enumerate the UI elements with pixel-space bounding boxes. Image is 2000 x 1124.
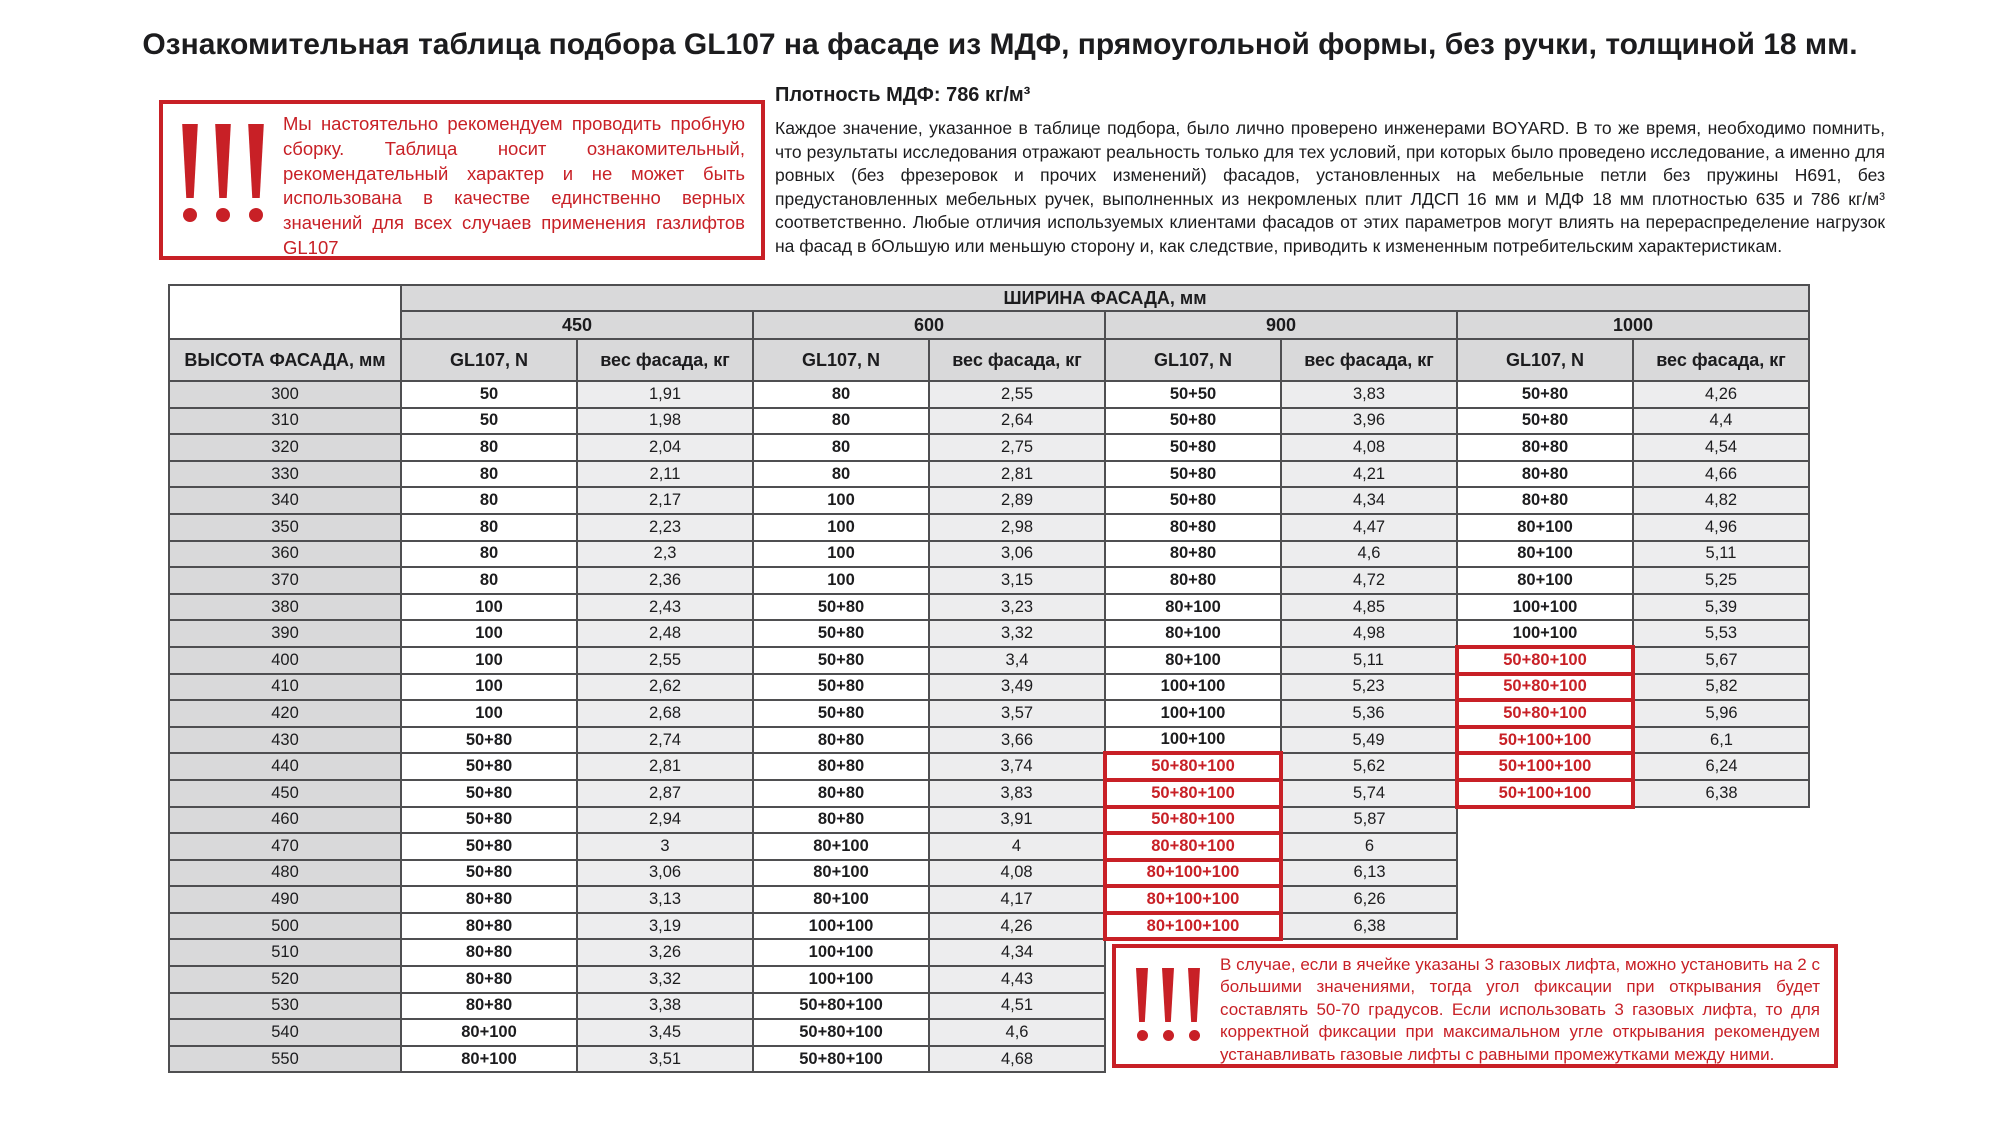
weight-cell: 3,91	[929, 807, 1105, 834]
exclamation-icon	[215, 124, 232, 222]
weight-cell: 3,19	[577, 913, 753, 940]
gl107-cell: 80+100	[1457, 567, 1633, 594]
gl107-cell-highlighted: 50+100+100	[1457, 753, 1633, 780]
gl107-cell: 80+80	[1457, 461, 1633, 488]
height-cell: 460	[169, 807, 401, 834]
weight-col-header: вес фасада, кг	[577, 339, 753, 381]
gl107-cell: 80+80	[1105, 567, 1281, 594]
weight-cell: 3,66	[929, 727, 1105, 754]
gl107-cell: 80+100	[753, 833, 929, 860]
weight-cell: 3,32	[577, 966, 753, 993]
weight-cell: 4,34	[1281, 487, 1457, 514]
height-cell: 300	[169, 381, 401, 408]
weight-cell: 5,49	[1281, 727, 1457, 754]
gl107-cell: 100+100	[1457, 594, 1633, 621]
gl107-cell: 50+80	[753, 647, 929, 674]
weight-cell: 5,36	[1281, 700, 1457, 727]
gl107-cell: 80+80	[401, 993, 577, 1020]
width-group-450: 450	[401, 311, 753, 339]
exclamation-icon	[182, 124, 199, 222]
table-row	[169, 647, 1809, 674]
height-cell: 490	[169, 886, 401, 913]
weight-cell: 6	[1281, 833, 1457, 860]
gl107-cell-highlighted: 80+100+100	[1105, 860, 1281, 887]
weight-cell: 6,38	[1633, 780, 1809, 807]
table-row	[169, 541, 1809, 568]
weight-cell: 2,36	[577, 567, 753, 594]
weight-cell: 4,85	[1281, 594, 1457, 621]
gl107-cell: 80+100	[401, 1019, 577, 1046]
weight-cell: 5,39	[1633, 594, 1809, 621]
description-paragraph: Каждое значение, указанное в таблице подбора, было лично проверено инженерами BOYARD. В то же время, необходимо помнить, что результаты исследования отражают реальность только для тех условий, при которых было проведено исследование, а именно для ровных (без фрезеровок и прочих изменений) фасадов, установленных на мебельные петли без пружины H691, без предустановленных мебельных ручек, выполненных из некромленых плит ЛДСП 16 мм и МДФ 18 мм плотностью 635 и 786 кг/м³ соответственно. Любые отличия используемых клиентами фасадов от этих параметров могут влиять на перераспределение нагрузок на фасад в бОльшую или меньшую сторону и, как следствие, приводить к измененным потребительским характеристикам.	[775, 118, 1885, 256]
width-group-900: 900	[1105, 311, 1457, 339]
weight-cell: 2,87	[577, 780, 753, 807]
gl107-cell: 50+80	[753, 700, 929, 727]
weight-cell: 4,98	[1281, 620, 1457, 647]
gl107-cell: 100+100	[1105, 727, 1281, 754]
gl107-cell: 80+100	[1457, 514, 1633, 541]
weight-cell: 4,82	[1633, 487, 1809, 514]
weight-cell: 5,23	[1281, 674, 1457, 701]
gl107-cell: 80+80	[401, 886, 577, 913]
gl107-cell: 80	[753, 381, 929, 408]
gl107-cell: 50+80	[401, 833, 577, 860]
gl107-cell: 80+80	[401, 939, 577, 966]
table-row	[169, 913, 1809, 940]
triple-exclamation-icon	[163, 112, 283, 222]
weight-cell: 3,15	[929, 567, 1105, 594]
weight-cell: 1,91	[577, 381, 753, 408]
table-row	[169, 594, 1809, 621]
gl107-cell: 80+100	[1105, 594, 1281, 621]
weight-cell: 4,4	[1633, 408, 1809, 435]
height-cell: 430	[169, 727, 401, 754]
height-cell: 500	[169, 913, 401, 940]
warning-text: Мы настоятельно рекомендуем проводить пробную сборку. Таблица носит ознакомительный, рекомендательный характер и не может быть использована в качестве единственно верных значений для всех случаев применения газлифтов GL107	[283, 113, 745, 258]
gl107-cell: 50+80	[401, 780, 577, 807]
weight-cell: 3,06	[577, 860, 753, 887]
gl107-cell: 80+80	[401, 913, 577, 940]
weight-cell: 4,54	[1633, 434, 1809, 461]
weight-cell: 5,96	[1633, 700, 1809, 727]
weight-cell: 5,87	[1281, 807, 1457, 834]
weight-col-header: вес фасада, кг	[929, 339, 1105, 381]
table-row	[169, 700, 1809, 727]
empty-cell	[1457, 833, 1633, 860]
weight-cell: 3,57	[929, 700, 1105, 727]
gl107-col-header: GL107, N	[753, 339, 929, 381]
weight-cell: 2,48	[577, 620, 753, 647]
weight-cell: 3,45	[577, 1019, 753, 1046]
gl107-cell: 50+80	[1105, 487, 1281, 514]
weight-cell: 3,83	[1281, 381, 1457, 408]
gl107-cell: 50+80	[753, 594, 929, 621]
height-cell: 450	[169, 780, 401, 807]
weight-cell: 5,25	[1633, 567, 1809, 594]
gl107-cell: 50+80	[401, 807, 577, 834]
weight-cell: 3,13	[577, 886, 753, 913]
weight-cell: 2,43	[577, 594, 753, 621]
gl107-cell-highlighted: 50+100+100	[1457, 727, 1633, 754]
height-cell: 410	[169, 674, 401, 701]
gl107-cell: 100	[401, 647, 577, 674]
gl107-cell: 100+100	[1457, 620, 1633, 647]
height-cell: 400	[169, 647, 401, 674]
weight-cell: 4,72	[1281, 567, 1457, 594]
weight-cell: 6,38	[1281, 913, 1457, 940]
width-group-600: 600	[753, 311, 1105, 339]
height-cell: 310	[169, 408, 401, 435]
weight-cell: 5,11	[1281, 647, 1457, 674]
weight-cell: 2,64	[929, 408, 1105, 435]
weight-cell: 4,26	[929, 913, 1105, 940]
gl107-cell: 100	[401, 594, 577, 621]
gl107-cell: 80	[401, 541, 577, 568]
weight-cell: 3,06	[929, 541, 1105, 568]
empty-cell	[1457, 807, 1633, 834]
gl107-cell: 100	[753, 541, 929, 568]
height-cell: 440	[169, 753, 401, 780]
gl107-cell: 80	[401, 487, 577, 514]
gl107-cell: 100	[401, 620, 577, 647]
weight-cell: 4,66	[1633, 461, 1809, 488]
weight-cell: 2,94	[577, 807, 753, 834]
empty-cell	[1457, 913, 1633, 940]
weight-cell: 4,6	[929, 1019, 1105, 1046]
height-cell: 330	[169, 461, 401, 488]
table-row	[169, 860, 1809, 887]
height-cell: 420	[169, 700, 401, 727]
weight-cell: 3,26	[577, 939, 753, 966]
height-cell: 520	[169, 966, 401, 993]
gl107-cell: 50+80	[1457, 381, 1633, 408]
weight-cell: 4,08	[1281, 434, 1457, 461]
table-row	[169, 886, 1809, 913]
gl107-cell: 100+100	[1105, 674, 1281, 701]
table-row	[169, 727, 1809, 754]
empty-cell	[1633, 833, 1809, 860]
weight-cell: 2,89	[929, 487, 1105, 514]
gl107-cell: 80+100	[753, 886, 929, 913]
gl107-cell-highlighted: 80+80+100	[1105, 833, 1281, 860]
height-cell: 510	[169, 939, 401, 966]
weight-cell: 3,51	[577, 1046, 753, 1073]
weight-cell: 2,81	[929, 461, 1105, 488]
table-row	[169, 434, 1809, 461]
empty-cell	[1633, 913, 1809, 940]
gl107-cell: 80+100	[401, 1046, 577, 1073]
weight-cell: 3,32	[929, 620, 1105, 647]
weight-cell: 4,17	[929, 886, 1105, 913]
table-row	[169, 780, 1809, 807]
weight-cell: 3,38	[577, 993, 753, 1020]
weight-cell: 6,1	[1633, 727, 1809, 754]
weight-cell: 3,83	[929, 780, 1105, 807]
table-row	[169, 620, 1809, 647]
weight-cell: 6,26	[1281, 886, 1457, 913]
gl107-cell-highlighted: 50+100+100	[1457, 780, 1633, 807]
gl107-cell: 80+80	[753, 807, 929, 834]
gl107-cell: 50+80	[1105, 408, 1281, 435]
height-cell: 530	[169, 993, 401, 1020]
gl107-cell: 50+80	[753, 674, 929, 701]
gl107-cell: 50+80+100	[753, 1046, 929, 1073]
table-row	[169, 381, 1809, 408]
gl107-cell: 80	[401, 567, 577, 594]
gl107-cell-highlighted: 50+80+100	[1105, 807, 1281, 834]
weight-cell: 5,11	[1633, 541, 1809, 568]
weight-cell: 5,62	[1281, 753, 1457, 780]
gl107-cell: 50+80+100	[753, 993, 929, 1020]
weight-cell: 2,17	[577, 487, 753, 514]
gl107-cell: 50+80	[1457, 408, 1633, 435]
gl107-cell-highlighted: 50+80+100	[1457, 700, 1633, 727]
gl107-cell: 50+80	[1105, 434, 1281, 461]
three-gaslift-warning-box	[1112, 944, 1838, 1068]
gl107-cell: 100	[753, 487, 929, 514]
gl107-cell: 100	[753, 567, 929, 594]
mdf-density-note: Плотность МДФ: 786 кг/м³	[775, 84, 1031, 106]
weight-cell: 6,13	[1281, 860, 1457, 887]
gl107-col-header: GL107, N	[401, 339, 577, 381]
gl107-cell: 100+100	[753, 913, 929, 940]
gl107-cell: 80	[753, 461, 929, 488]
gl107-cell: 50+80	[401, 727, 577, 754]
weight-cell: 2,98	[929, 514, 1105, 541]
exclamation-icon	[1136, 968, 1149, 1041]
weight-cell: 2,04	[577, 434, 753, 461]
weight-cell: 2,3	[577, 541, 753, 568]
weight-cell: 4,68	[929, 1046, 1105, 1073]
weight-cell: 4,08	[929, 860, 1105, 887]
table-row	[169, 807, 1809, 834]
gl107-cell: 80+100	[1105, 620, 1281, 647]
weight-cell: 4,6	[1281, 541, 1457, 568]
gl107-cell: 100+100	[1105, 700, 1281, 727]
facade-height-header: ВЫСОТА ФАСАДА, мм	[169, 339, 401, 381]
gl107-cell: 100+100	[753, 966, 929, 993]
gl107-cell: 50	[401, 381, 577, 408]
weight-cell: 5,74	[1281, 780, 1457, 807]
gl107-cell-highlighted: 50+80+100	[1457, 674, 1633, 701]
table-row	[169, 674, 1809, 701]
gl107-cell: 80+100	[1457, 541, 1633, 568]
weight-cell: 3,23	[929, 594, 1105, 621]
gl107-cell: 50+80	[401, 753, 577, 780]
width-group-1000: 1000	[1457, 311, 1809, 339]
height-cell: 480	[169, 860, 401, 887]
weight-cell: 5,53	[1633, 620, 1809, 647]
gl107-cell: 100	[401, 674, 577, 701]
gl107-cell: 80+80	[401, 966, 577, 993]
weight-cell: 3,49	[929, 674, 1105, 701]
gl107-cell: 100	[753, 514, 929, 541]
weight-cell: 4,21	[1281, 461, 1457, 488]
gl107-cell-highlighted: 80+100+100	[1105, 886, 1281, 913]
weight-cell: 4,51	[929, 993, 1105, 1020]
height-cell: 550	[169, 1046, 401, 1073]
gl107-cell: 50+80	[401, 860, 577, 887]
height-cell: 470	[169, 833, 401, 860]
empty-cell	[1457, 886, 1633, 913]
empty-cell	[1633, 860, 1809, 887]
weight-cell: 4,43	[929, 966, 1105, 993]
gl107-cell: 50+80+100	[753, 1019, 929, 1046]
weight-cell: 4,26	[1633, 381, 1809, 408]
gl107-col-header: GL107, N	[1105, 339, 1281, 381]
height-cell: 350	[169, 514, 401, 541]
table-row	[169, 514, 1809, 541]
corner-cell	[169, 285, 401, 339]
height-cell: 360	[169, 541, 401, 568]
gl107-cell: 80	[401, 461, 577, 488]
empty-cell	[1633, 807, 1809, 834]
empty-cell	[1457, 860, 1633, 887]
gl107-cell: 100	[401, 700, 577, 727]
gl107-cell-highlighted: 50+80+100	[1105, 753, 1281, 780]
height-cell: 540	[169, 1019, 401, 1046]
height-cell: 390	[169, 620, 401, 647]
height-cell: 370	[169, 567, 401, 594]
gl107-cell: 80	[401, 434, 577, 461]
gl107-cell-highlighted: 80+100+100	[1105, 913, 1281, 940]
exclamation-icon	[1162, 968, 1175, 1041]
table-row	[169, 487, 1809, 514]
gl107-cell-highlighted: 50+80+100	[1457, 647, 1633, 674]
weight-cell: 2,55	[577, 647, 753, 674]
gl107-cell: 80+100	[753, 860, 929, 887]
gl107-cell: 50+80	[1105, 461, 1281, 488]
gl107-cell: 80+80	[753, 753, 929, 780]
page-title: Ознакомительная таблица подбора GL107 на фасаде из МДФ, прямоугольной формы, без ручки, толщиной 18 мм.	[142, 28, 1858, 61]
trial-assembly-warning-box	[159, 100, 765, 260]
weight-cell: 4,47	[1281, 514, 1457, 541]
empty-cell	[1633, 886, 1809, 913]
gl107-cell: 80+80	[1457, 434, 1633, 461]
weight-cell: 2,55	[929, 381, 1105, 408]
weight-cell: 2,81	[577, 753, 753, 780]
weight-cell: 1,98	[577, 408, 753, 435]
gl107-cell: 80+80	[753, 780, 929, 807]
weight-cell: 4,96	[1633, 514, 1809, 541]
weight-cell: 5,82	[1633, 674, 1809, 701]
gl107-cell: 80	[753, 434, 929, 461]
facade-width-header: ШИРИНА ФАСАДА, мм	[401, 285, 1809, 311]
gl107-cell: 50+50	[1105, 381, 1281, 408]
weight-cell: 3,4	[929, 647, 1105, 674]
weight-cell: 2,74	[577, 727, 753, 754]
weight-cell: 2,23	[577, 514, 753, 541]
gl107-cell: 50	[401, 408, 577, 435]
height-cell: 320	[169, 434, 401, 461]
weight-cell: 3,96	[1281, 408, 1457, 435]
weight-cell: 3	[577, 833, 753, 860]
gl107-col-header: GL107, N	[1457, 339, 1633, 381]
exclamation-icon	[1188, 968, 1201, 1041]
weight-col-header: вес фасада, кг	[1281, 339, 1457, 381]
gl107-cell: 80+80	[753, 727, 929, 754]
height-cell: 340	[169, 487, 401, 514]
weight-cell: 2,11	[577, 461, 753, 488]
weight-cell: 4,34	[929, 939, 1105, 966]
weight-col-header: вес фасада, кг	[1633, 339, 1809, 381]
weight-cell: 4	[929, 833, 1105, 860]
weight-cell: 2,75	[929, 434, 1105, 461]
gl107-cell: 80	[753, 408, 929, 435]
table-row	[169, 753, 1809, 780]
gl107-cell: 80	[401, 514, 577, 541]
table-row	[169, 461, 1809, 488]
gl107-cell: 80+80	[1105, 514, 1281, 541]
gl107-cell: 50+80	[753, 620, 929, 647]
weight-cell: 2,68	[577, 700, 753, 727]
weight-cell: 2,62	[577, 674, 753, 701]
gl107-cell-highlighted: 50+80+100	[1105, 780, 1281, 807]
exclamation-icon	[248, 124, 265, 222]
table-row	[169, 833, 1809, 860]
height-cell: 380	[169, 594, 401, 621]
gl107-cell: 80+100	[1105, 647, 1281, 674]
weight-cell: 6,24	[1633, 753, 1809, 780]
table-row	[169, 408, 1809, 435]
gl107-cell: 80+80	[1457, 487, 1633, 514]
gl107-cell: 80+80	[1105, 541, 1281, 568]
triple-exclamation-icon	[1116, 954, 1220, 1041]
gl107-cell: 100+100	[753, 939, 929, 966]
table-row	[169, 567, 1809, 594]
weight-cell: 3,74	[929, 753, 1105, 780]
warning-text: В случае, если в ячейке указаны 3 газовых лифта, можно установить на 2 с большими значениями, тогда угол фиксации при открывания будет составлять 50-70 градусов. Если использовать 3 газовых лифта, то для корректной фиксации при максимальном угле открывания рекомендуем устанавливать газовые лифты с равными промежутками между ними.	[1220, 955, 1820, 1064]
weight-cell: 5,67	[1633, 647, 1809, 674]
